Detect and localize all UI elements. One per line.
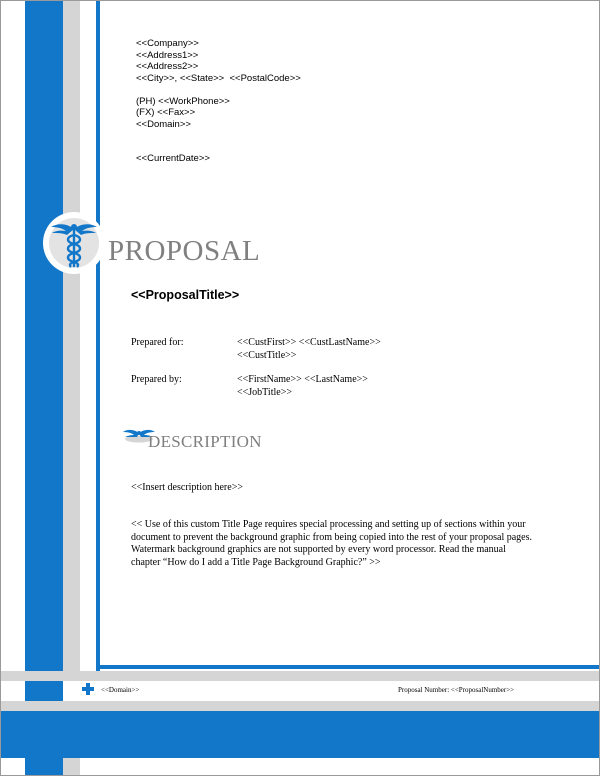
prepared-for-label: Prepared for: [131, 337, 184, 348]
author-name: <<FirstName>> <<LastName>> [237, 374, 368, 385]
inner-blue-rule-vertical [96, 0, 100, 671]
description-body: << Use of this custom Title Page requires special processing and setting up of sections within your document to prevent the background graphic from being copied into the rest of your proposal pages. Watermark background graphics are not supported by every word processor. Read the manual chapter “How do I add a Title Page Background Graphic?” >> [131, 519, 532, 568]
address-block [136, 38, 301, 165]
bottom-gray-band-top [0, 671, 600, 681]
prepared-for-value [237, 337, 381, 362]
phone-field: (PH) <<WorkPhone>> [136, 95, 230, 107]
city-state-zip-field: <<City>>, <<State>> <<PostalCode>> [136, 72, 301, 84]
footer-domain: <<Domain>> [101, 686, 140, 694]
prepared-by-label: Prepared by: [131, 374, 182, 385]
footer-strip [63, 681, 600, 701]
description-placeholder: <<Insert description here>> [131, 482, 243, 493]
left-gray-bar [63, 0, 80, 776]
proposal-heading: PROPOSAL [108, 235, 261, 267]
proposal-title: <<ProposalTitle>> [131, 288, 240, 302]
address1-field: <<Address1>> [136, 49, 199, 61]
customer-name: <<CustFirst>> <<CustLastName>> [237, 337, 381, 348]
domain-field: <<Domain>> [136, 118, 191, 130]
prepared-by-value [237, 374, 368, 399]
address2-field: <<Address2>> [136, 61, 199, 72]
plus-icon [80, 681, 96, 697]
customer-title: <<CustTitle>> [237, 349, 297, 361]
bottom-blue-band [0, 711, 600, 758]
left-blue-bar [25, 0, 63, 776]
inner-blue-rule-horizontal [96, 665, 600, 669]
company-field: <<Company>> [136, 38, 199, 49]
caduceus-icon [47, 215, 101, 271]
current-date-field: <<CurrentDate>> [136, 153, 210, 164]
fax-field: (FX) <<Fax>> [136, 107, 196, 118]
author-title: <<JobTitle>> [237, 386, 292, 398]
bottom-gray-band [0, 701, 600, 711]
footer-proposal-number: Proposal Number: <<ProposalNumber>> [398, 686, 515, 694]
logo-badge [43, 212, 105, 274]
description-heading: DESCRIPTION [148, 432, 262, 451]
